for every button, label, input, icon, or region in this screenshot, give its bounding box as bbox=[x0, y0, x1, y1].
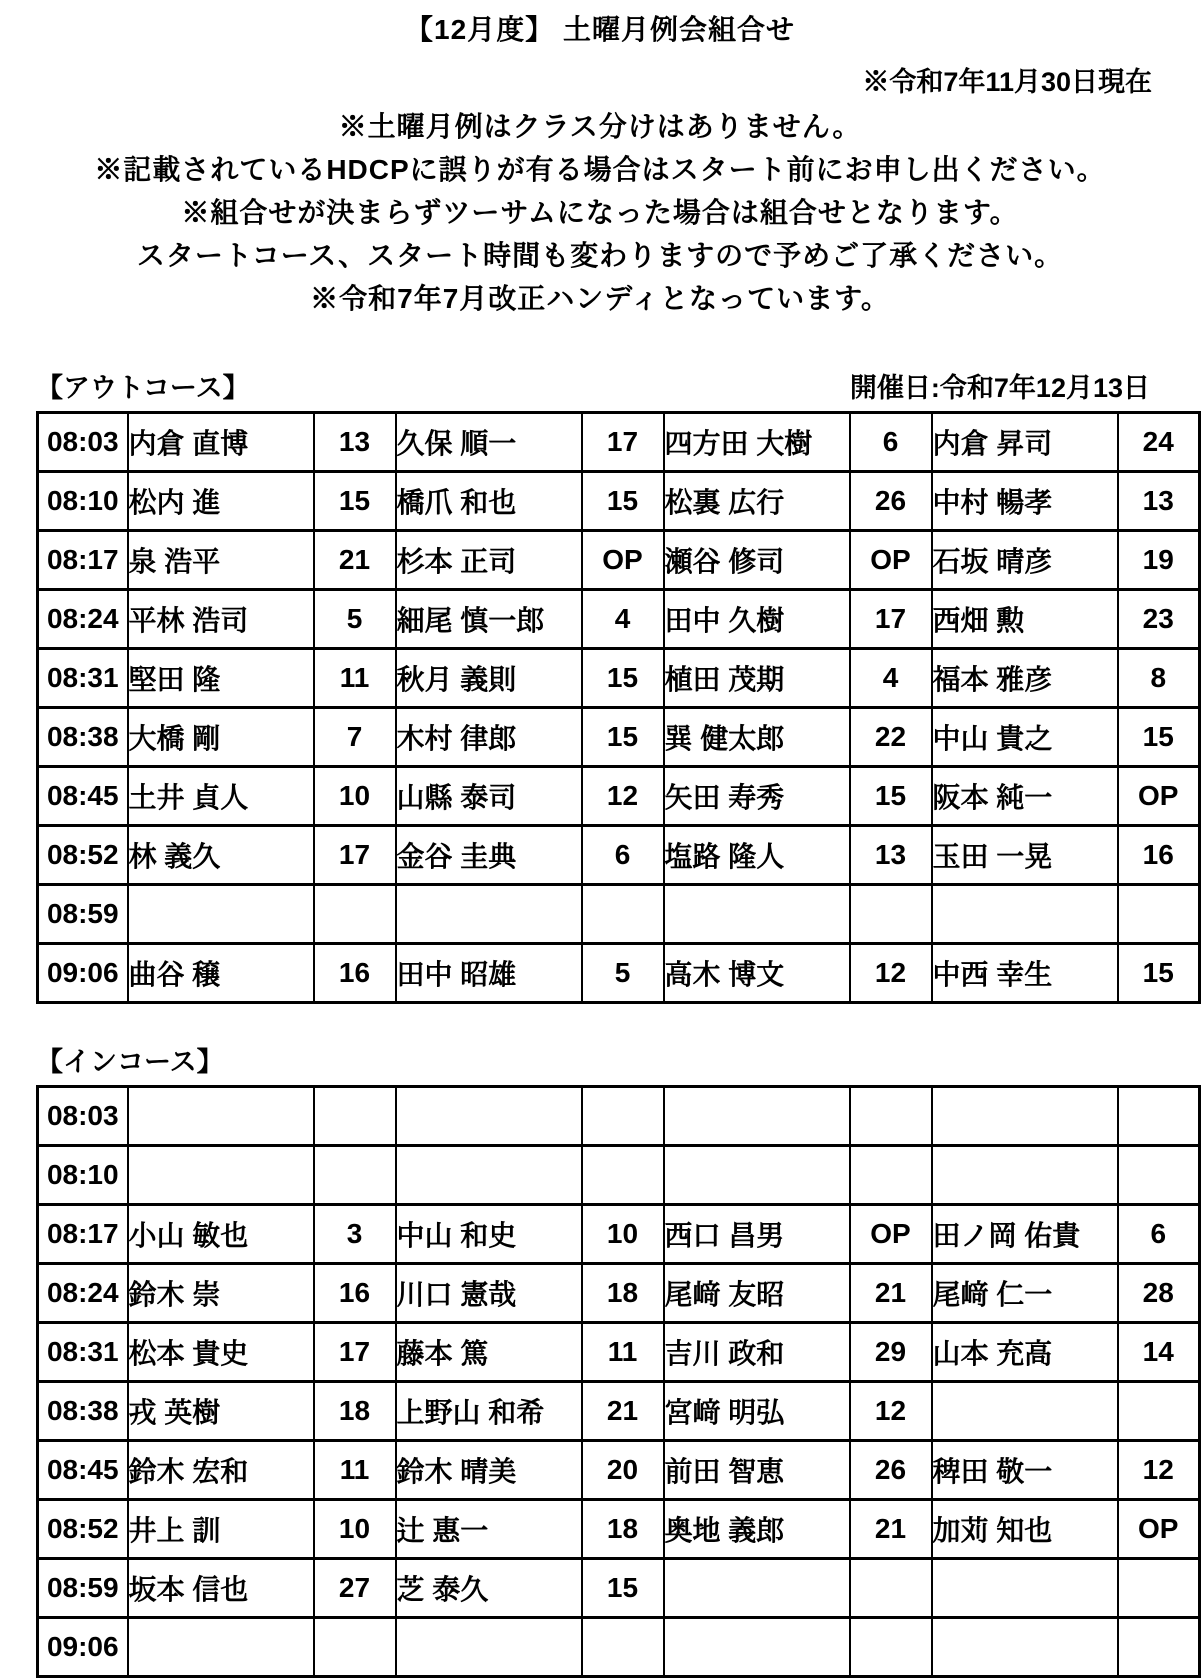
player-name-cell: 尾﨑 友昭 bbox=[664, 1264, 850, 1323]
player-name-cell: 高木 博文 bbox=[664, 944, 850, 1003]
pairing-row bbox=[38, 1559, 1200, 1618]
note-line: ※令和7年7月改正ハンディとなっています。 bbox=[310, 283, 890, 314]
player-hdcp-cell: 20 bbox=[582, 1441, 664, 1500]
tee-time-cell: 08:31 bbox=[38, 649, 128, 708]
player-name-cell: 石坂 晴彦 bbox=[932, 531, 1118, 590]
player-name-cell: 内倉 直博 bbox=[128, 413, 314, 472]
pairing-row bbox=[38, 649, 1200, 708]
player-hdcp-cell bbox=[1118, 1559, 1200, 1618]
tee-time-cell: 08:17 bbox=[38, 531, 128, 590]
player-name-cell: 稗田 敬一 bbox=[932, 1441, 1118, 1500]
player-hdcp-cell: 16 bbox=[314, 944, 396, 1003]
pairing-row bbox=[38, 885, 1200, 944]
player-name-cell: 芝 泰久 bbox=[396, 1559, 582, 1618]
out-course-section-header bbox=[36, 366, 1150, 405]
pairing-row bbox=[38, 826, 1200, 885]
player-name-cell: 杉本 正司 bbox=[396, 531, 582, 590]
player-name-cell bbox=[932, 1559, 1118, 1618]
player-name-cell: 細尾 慎一郎 bbox=[396, 590, 582, 649]
player-name-cell: 福本 雅彦 bbox=[932, 649, 1118, 708]
out-course-pairings-table bbox=[36, 411, 1201, 1004]
player-name-cell bbox=[396, 1146, 582, 1205]
player-name-cell: 辻 惠一 bbox=[396, 1500, 582, 1559]
player-hdcp-cell: 15 bbox=[582, 472, 664, 531]
player-hdcp-cell: 15 bbox=[1118, 944, 1200, 1003]
player-name-cell: 尾﨑 仁一 bbox=[932, 1264, 1118, 1323]
player-hdcp-cell bbox=[314, 1087, 396, 1146]
player-name-cell bbox=[664, 1087, 850, 1146]
in-course-pairings-table bbox=[36, 1085, 1201, 1678]
tee-time-cell: 08:17 bbox=[38, 1205, 128, 1264]
player-hdcp-cell: 17 bbox=[850, 590, 932, 649]
player-name-cell: 山縣 泰司 bbox=[396, 767, 582, 826]
note-line: ※土曜月例はクラス分けはありません。 bbox=[338, 111, 862, 142]
pairing-row bbox=[38, 1441, 1200, 1500]
player-name-cell: 鈴木 崇 bbox=[128, 1264, 314, 1323]
tee-time-cell: 09:06 bbox=[38, 944, 128, 1003]
player-hdcp-cell bbox=[582, 1087, 664, 1146]
player-name-cell: 山本 充高 bbox=[932, 1323, 1118, 1382]
tee-time-cell: 08:24 bbox=[38, 1264, 128, 1323]
pairing-row bbox=[38, 1087, 1200, 1146]
player-hdcp-cell bbox=[850, 1618, 932, 1677]
pairing-row bbox=[38, 708, 1200, 767]
player-name-cell: 坂本 信也 bbox=[128, 1559, 314, 1618]
tee-time-cell: 08:59 bbox=[38, 1559, 128, 1618]
player-hdcp-cell: 17 bbox=[582, 413, 664, 472]
player-hdcp-cell: 10 bbox=[314, 1500, 396, 1559]
page-title: 【12月度】 土曜月例会組合せ bbox=[405, 14, 795, 45]
player-hdcp-cell: 15 bbox=[582, 649, 664, 708]
player-hdcp-cell bbox=[1118, 885, 1200, 944]
player-hdcp-cell: 13 bbox=[850, 826, 932, 885]
player-name-cell: 中西 幸生 bbox=[932, 944, 1118, 1003]
player-hdcp-cell: 21 bbox=[314, 531, 396, 590]
player-hdcp-cell: 19 bbox=[1118, 531, 1200, 590]
player-name-cell: 秋月 義則 bbox=[396, 649, 582, 708]
player-hdcp-cell: 23 bbox=[1118, 590, 1200, 649]
player-hdcp-cell: 5 bbox=[314, 590, 396, 649]
player-hdcp-cell bbox=[582, 1618, 664, 1677]
out-course-label: 【アウトコース】 bbox=[36, 373, 250, 403]
player-hdcp-cell: 3 bbox=[314, 1205, 396, 1264]
note-line: ※記載されているHDCPに誤りが有る場合はスタート前にお申し出ください。 bbox=[94, 154, 1106, 185]
player-hdcp-cell: 7 bbox=[314, 708, 396, 767]
player-hdcp-cell: 12 bbox=[850, 944, 932, 1003]
pairing-row bbox=[38, 1500, 1200, 1559]
player-hdcp-cell: 12 bbox=[850, 1382, 932, 1441]
player-name-cell bbox=[396, 885, 582, 944]
player-hdcp-cell: 12 bbox=[1118, 1441, 1200, 1500]
tee-time-cell: 08:03 bbox=[38, 413, 128, 472]
player-hdcp-cell: OP bbox=[850, 531, 932, 590]
pairing-row bbox=[38, 590, 1200, 649]
player-hdcp-cell: 4 bbox=[850, 649, 932, 708]
player-hdcp-cell: 15 bbox=[582, 708, 664, 767]
player-hdcp-cell: 28 bbox=[1118, 1264, 1200, 1323]
note-line: スタートコース、スタート時間も変わりますので予めご了承ください。 bbox=[136, 240, 1064, 271]
player-name-cell: 西畑 勲 bbox=[932, 590, 1118, 649]
player-hdcp-cell: 21 bbox=[850, 1264, 932, 1323]
player-hdcp-cell bbox=[582, 1146, 664, 1205]
pairing-row bbox=[38, 1146, 1200, 1205]
player-hdcp-cell bbox=[314, 1146, 396, 1205]
player-hdcp-cell: OP bbox=[1118, 1500, 1200, 1559]
as-of-date-note: ※令和7年11月30日現在 bbox=[862, 67, 1152, 97]
player-name-cell: 塩路 隆人 bbox=[664, 826, 850, 885]
player-name-cell: 吉川 政和 bbox=[664, 1323, 850, 1382]
player-hdcp-cell: OP bbox=[582, 531, 664, 590]
player-hdcp-cell: OP bbox=[1118, 767, 1200, 826]
player-name-cell: 中山 和史 bbox=[396, 1205, 582, 1264]
player-name-cell: 瀬谷 修司 bbox=[664, 531, 850, 590]
player-hdcp-cell bbox=[314, 1618, 396, 1677]
player-name-cell bbox=[932, 885, 1118, 944]
player-hdcp-cell: 15 bbox=[850, 767, 932, 826]
player-name-cell: 小山 敏也 bbox=[128, 1205, 314, 1264]
player-hdcp-cell: 15 bbox=[314, 472, 396, 531]
player-name-cell: 奥地 義郎 bbox=[664, 1500, 850, 1559]
player-name-cell: 前田 智恵 bbox=[664, 1441, 850, 1500]
pairing-row bbox=[38, 1618, 1200, 1677]
player-name-cell: 藤本 篤 bbox=[396, 1323, 582, 1382]
player-name-cell bbox=[932, 1146, 1118, 1205]
player-hdcp-cell: 16 bbox=[1118, 826, 1200, 885]
player-hdcp-cell bbox=[1118, 1146, 1200, 1205]
player-hdcp-cell: 17 bbox=[314, 1323, 396, 1382]
player-name-cell bbox=[396, 1618, 582, 1677]
player-name-cell: 加苅 知也 bbox=[932, 1500, 1118, 1559]
pairing-row bbox=[38, 767, 1200, 826]
player-hdcp-cell bbox=[1118, 1382, 1200, 1441]
player-hdcp-cell: 6 bbox=[850, 413, 932, 472]
player-name-cell bbox=[664, 1559, 850, 1618]
player-name-cell: 中山 貴之 bbox=[932, 708, 1118, 767]
tee-time-cell: 08:10 bbox=[38, 472, 128, 531]
player-hdcp-cell: 21 bbox=[850, 1500, 932, 1559]
player-hdcp-cell bbox=[850, 1087, 932, 1146]
player-name-cell: 田中 昭雄 bbox=[396, 944, 582, 1003]
player-hdcp-cell: OP bbox=[850, 1205, 932, 1264]
player-hdcp-cell: 13 bbox=[1118, 472, 1200, 531]
player-hdcp-cell: 14 bbox=[1118, 1323, 1200, 1382]
player-hdcp-cell: 26 bbox=[850, 472, 932, 531]
tee-time-cell: 08:03 bbox=[38, 1087, 128, 1146]
event-date: 開催日:令和7年12月13日 bbox=[849, 373, 1150, 403]
player-hdcp-cell: 21 bbox=[582, 1382, 664, 1441]
notes-block bbox=[0, 105, 1200, 320]
player-name-cell bbox=[128, 1146, 314, 1205]
player-hdcp-cell: 10 bbox=[582, 1205, 664, 1264]
player-name-cell bbox=[664, 1618, 850, 1677]
player-name-cell bbox=[128, 885, 314, 944]
player-hdcp-cell: 18 bbox=[582, 1264, 664, 1323]
player-hdcp-cell: 10 bbox=[314, 767, 396, 826]
player-hdcp-cell: 8 bbox=[1118, 649, 1200, 708]
player-name-cell: 鈴木 宏和 bbox=[128, 1441, 314, 1500]
player-hdcp-cell: 5 bbox=[582, 944, 664, 1003]
pairing-row bbox=[38, 472, 1200, 531]
tee-time-cell: 08:10 bbox=[38, 1146, 128, 1205]
player-name-cell: 戎 英樹 bbox=[128, 1382, 314, 1441]
player-hdcp-cell bbox=[1118, 1618, 1200, 1677]
player-name-cell bbox=[128, 1618, 314, 1677]
player-hdcp-cell: 17 bbox=[314, 826, 396, 885]
tee-time-cell: 08:45 bbox=[38, 767, 128, 826]
player-name-cell: 久保 順一 bbox=[396, 413, 582, 472]
player-hdcp-cell: 12 bbox=[582, 767, 664, 826]
player-name-cell: 木村 律郎 bbox=[396, 708, 582, 767]
tee-time-cell: 08:38 bbox=[38, 1382, 128, 1441]
in-course-label: 【インコース】 bbox=[36, 1047, 224, 1077]
player-name-cell: 上野山 和希 bbox=[396, 1382, 582, 1441]
player-hdcp-cell: 26 bbox=[850, 1441, 932, 1500]
player-name-cell: 橋爪 和也 bbox=[396, 472, 582, 531]
player-name-cell: 平林 浩司 bbox=[128, 590, 314, 649]
player-name-cell: 鈴木 晴美 bbox=[396, 1441, 582, 1500]
player-hdcp-cell: 4 bbox=[582, 590, 664, 649]
player-name-cell: 巽 健太郎 bbox=[664, 708, 850, 767]
player-name-cell bbox=[932, 1087, 1118, 1146]
player-name-cell: 四方田 大樹 bbox=[664, 413, 850, 472]
player-name-cell: 松内 進 bbox=[128, 472, 314, 531]
player-name-cell: 阪本 純一 bbox=[932, 767, 1118, 826]
player-hdcp-cell: 6 bbox=[1118, 1205, 1200, 1264]
player-name-cell: 西口 昌男 bbox=[664, 1205, 850, 1264]
player-name-cell: 松裏 広行 bbox=[664, 472, 850, 531]
tee-time-cell: 09:06 bbox=[38, 1618, 128, 1677]
player-name-cell bbox=[396, 1087, 582, 1146]
player-name-cell: 松本 貴史 bbox=[128, 1323, 314, 1382]
pairing-row bbox=[38, 413, 1200, 472]
tee-time-cell: 08:59 bbox=[38, 885, 128, 944]
player-name-cell: 土井 貞人 bbox=[128, 767, 314, 826]
tee-time-cell: 08:52 bbox=[38, 1500, 128, 1559]
player-hdcp-cell: 11 bbox=[314, 649, 396, 708]
player-hdcp-cell: 24 bbox=[1118, 413, 1200, 472]
player-name-cell: 植田 茂期 bbox=[664, 649, 850, 708]
player-name-cell bbox=[932, 1618, 1118, 1677]
player-hdcp-cell bbox=[850, 1559, 932, 1618]
player-name-cell: 大橋 剛 bbox=[128, 708, 314, 767]
player-hdcp-cell bbox=[582, 885, 664, 944]
player-name-cell: 宮﨑 明弘 bbox=[664, 1382, 850, 1441]
tee-time-cell: 08:24 bbox=[38, 590, 128, 649]
player-hdcp-cell: 18 bbox=[582, 1500, 664, 1559]
pairing-row bbox=[38, 1205, 1200, 1264]
tee-time-cell: 08:52 bbox=[38, 826, 128, 885]
player-hdcp-cell bbox=[1118, 1087, 1200, 1146]
player-hdcp-cell bbox=[850, 1146, 932, 1205]
player-name-cell: 曲谷 穣 bbox=[128, 944, 314, 1003]
player-hdcp-cell: 15 bbox=[1118, 708, 1200, 767]
player-hdcp-cell: 29 bbox=[850, 1323, 932, 1382]
player-name-cell bbox=[932, 1382, 1118, 1441]
player-name-cell: 川口 憲哉 bbox=[396, 1264, 582, 1323]
player-hdcp-cell: 22 bbox=[850, 708, 932, 767]
player-name-cell: 泉 浩平 bbox=[128, 531, 314, 590]
player-name-cell: 金谷 圭典 bbox=[396, 826, 582, 885]
player-hdcp-cell: 15 bbox=[582, 1559, 664, 1618]
player-name-cell: 林 義久 bbox=[128, 826, 314, 885]
note-line: ※組合せが決まらずツーサムになった場合は組合せとなります。 bbox=[181, 197, 1019, 228]
player-hdcp-cell: 18 bbox=[314, 1382, 396, 1441]
player-name-cell: 中村 暢孝 bbox=[932, 472, 1118, 531]
player-hdcp-cell: 27 bbox=[314, 1559, 396, 1618]
player-hdcp-cell bbox=[850, 885, 932, 944]
player-name-cell: 井上 訓 bbox=[128, 1500, 314, 1559]
player-hdcp-cell: 13 bbox=[314, 413, 396, 472]
tee-time-cell: 08:45 bbox=[38, 1441, 128, 1500]
player-hdcp-cell bbox=[314, 885, 396, 944]
pairing-row bbox=[38, 1323, 1200, 1382]
pairing-row bbox=[38, 944, 1200, 1003]
player-name-cell bbox=[664, 1146, 850, 1205]
player-name-cell bbox=[664, 885, 850, 944]
pairing-row bbox=[38, 1264, 1200, 1323]
player-name-cell: 田中 久樹 bbox=[664, 590, 850, 649]
player-name-cell: 堅田 隆 bbox=[128, 649, 314, 708]
tee-time-cell: 08:38 bbox=[38, 708, 128, 767]
player-hdcp-cell: 6 bbox=[582, 826, 664, 885]
pairing-row bbox=[38, 531, 1200, 590]
player-name-cell bbox=[128, 1087, 314, 1146]
pairing-row bbox=[38, 1382, 1200, 1441]
player-name-cell: 内倉 昇司 bbox=[932, 413, 1118, 472]
tee-time-cell: 08:31 bbox=[38, 1323, 128, 1382]
player-hdcp-cell: 11 bbox=[582, 1323, 664, 1382]
player-hdcp-cell: 16 bbox=[314, 1264, 396, 1323]
in-course-section-header bbox=[36, 1040, 1150, 1079]
player-name-cell: 玉田 一晃 bbox=[932, 826, 1118, 885]
player-name-cell: 田ノ岡 佑貴 bbox=[932, 1205, 1118, 1264]
player-hdcp-cell: 11 bbox=[314, 1441, 396, 1500]
player-name-cell: 矢田 寿秀 bbox=[664, 767, 850, 826]
